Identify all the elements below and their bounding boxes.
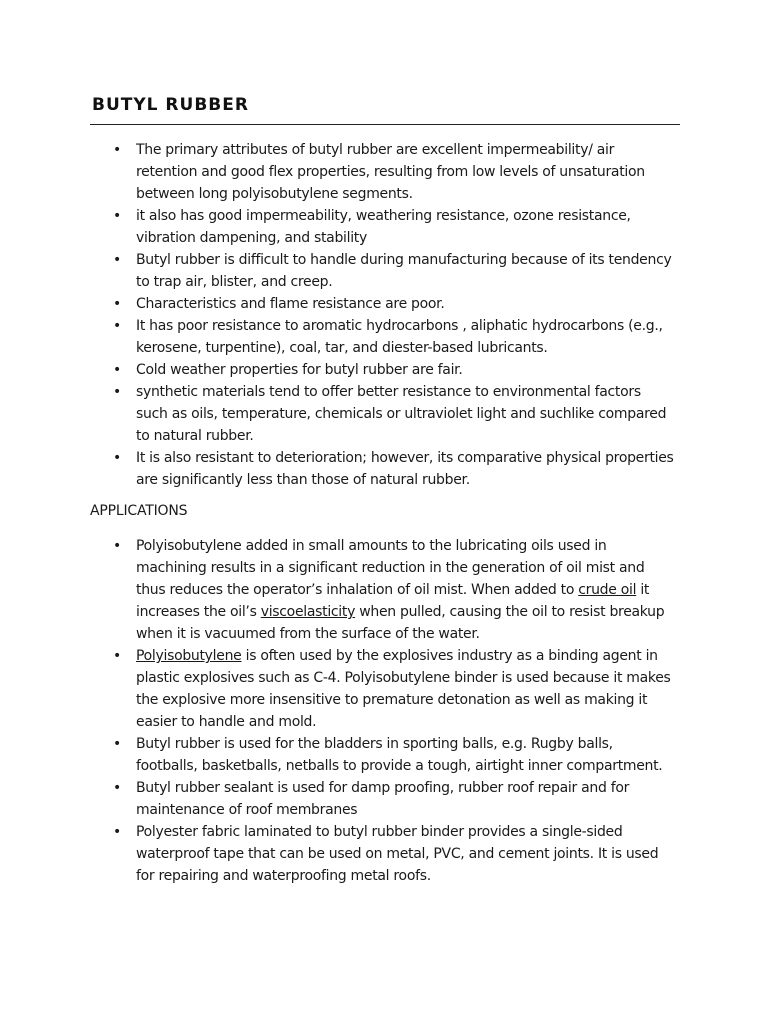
polyisobutylene-link[interactable]: Polyisobutylene [136,648,242,664]
list-item: • it also has good impermeability, weathering resistance, ozone resistance, vibration dampening, and stability [113,205,675,249]
list-item: • Butyl rubber sealant is used for damp proofing, rubber roof repair and for maintenance of roof membranes [113,777,675,821]
item-text: is often used by the explosives industry as a binding agent in plastic explosives such as C-4. Polyisobutylene binder is used because it makes the explosive more insensitive to premature detonation as well as making it easier to handle and mold. [136,648,671,730]
list-item: • Characteristics and flame resistance are poor. [113,293,675,315]
list-item: • Polyester fabric laminated to butyl rubber binder provides a single-sided waterproof tape that can be used on metal, PVC, and cement joints. It is used for repairing and waterproofing metal roofs. [113,821,675,887]
list-item: • synthetic materials tend to offer better resistance to environmental factors such as oils, temperature, chemicals or ultraviolet light and suchlike compared to natural rubber. [113,381,675,447]
list-item: • Butyl rubber is used for the bladders in sporting balls, e.g. Rugby balls, footballs, basketballs, netballs to provide a tough, airtight inner compartment. [113,733,675,777]
attributes-list [113,139,675,491]
list-item: • It has poor resistance to aromatic hydrocarbons , aliphatic hydrocarbons (e.g., kerosene, turpentine), coal, tar, and diester-based lubricants. [113,315,675,359]
list-item: • It is also resistant to deterioration; however, its comparative physical properties are significantly less than those of natural rubber. [113,447,675,491]
viscoelasticity-link[interactable]: viscoelasticity [260,604,356,620]
page-title: BUTYL RUBBER [92,95,249,115]
list-item: • Cold weather properties for butyl rubber are fair. [113,359,675,381]
crude-oil-link[interactable]: crude oil [578,582,637,598]
title-divider [90,124,680,125]
list-item [113,645,675,733]
list-item: • The primary attributes of butyl rubber are excellent impermeability/ air retention and good flex properties, resulting from low levels of unsaturation between long polyisobutylene segments. [113,139,675,205]
applications-list [113,535,675,887]
item-text: it increases the oil’s [136,582,650,620]
list-item [113,535,675,645]
applications-heading: APPLICATIONS [90,503,188,519]
item-text: Polyisobutylene added in small amounts to the lubricating oils used in machining results in a significant reduction in the generation of oil mist and thus reduces the operator’s inhalation of oil mist. When added to [136,538,645,598]
item-text: when pulled, causing the oil to resist breakup when it is vacuumed from the surface of the water. [136,604,665,642]
list-item: • Butyl rubber is difficult to handle during manufacturing because of its tendency to trap air, blister, and creep. [113,249,675,293]
